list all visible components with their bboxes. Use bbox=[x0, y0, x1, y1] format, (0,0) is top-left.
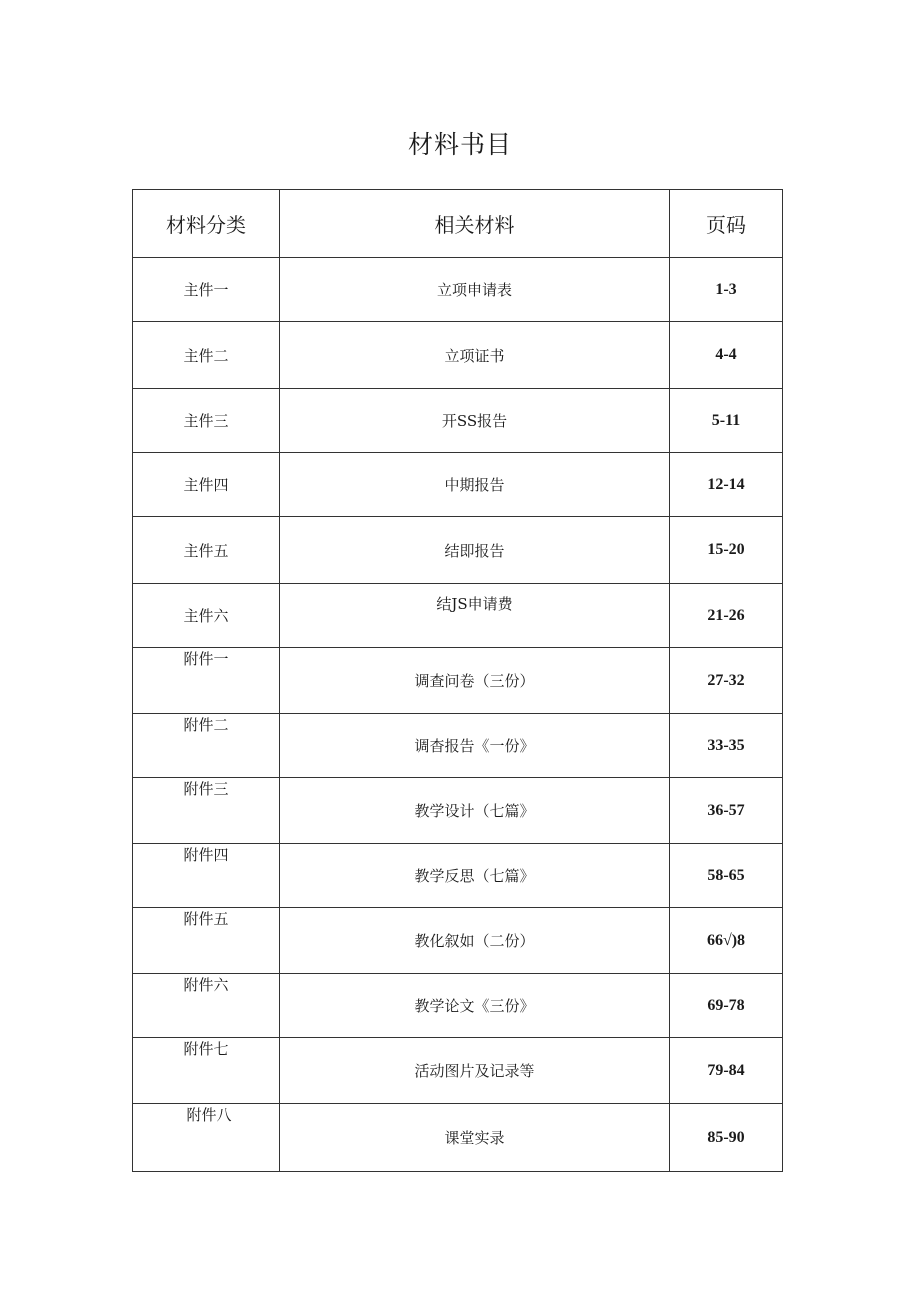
row-category: 附件三 bbox=[133, 778, 280, 844]
table-row bbox=[133, 648, 783, 714]
row-category: 附件七 bbox=[133, 1038, 280, 1104]
row-category: 主件六 bbox=[133, 584, 280, 648]
row-pages: 66√)8 bbox=[670, 908, 783, 974]
row-material: 教学设计（七篇》 bbox=[280, 778, 670, 844]
row-pages: 12-14 bbox=[670, 453, 783, 517]
row-pages: 58-65 bbox=[670, 844, 783, 908]
table-row bbox=[133, 974, 783, 1038]
table-row bbox=[133, 453, 783, 517]
table-row bbox=[133, 778, 783, 844]
header-material: 相关材料 bbox=[280, 190, 670, 258]
document-title: 材料书目 bbox=[407, 130, 512, 159]
row-material: 课堂实录 bbox=[280, 1104, 670, 1172]
row-material: 教学反思（七篇》 bbox=[280, 844, 670, 908]
header-page: 页码 bbox=[670, 190, 783, 258]
table-row bbox=[133, 844, 783, 908]
table-row bbox=[133, 517, 783, 584]
row-pages: 4-4 bbox=[670, 322, 783, 389]
row-category: 附件五 bbox=[133, 908, 280, 974]
table-header-row bbox=[133, 190, 783, 258]
row-pages: 5-11 bbox=[670, 389, 783, 453]
row-pages: 79-84 bbox=[670, 1038, 783, 1104]
row-material: 教化叙如（二份） bbox=[280, 908, 670, 974]
row-category: 附件二 bbox=[133, 714, 280, 778]
table-row bbox=[133, 714, 783, 778]
row-category bbox=[133, 1104, 280, 1172]
row-pages: 15-20 bbox=[670, 517, 783, 584]
row-material: 调查问卷（三份） bbox=[280, 648, 670, 714]
row-category: 主件三 bbox=[133, 389, 280, 453]
row-category: 主件五 bbox=[133, 517, 280, 584]
table-row bbox=[133, 1104, 783, 1172]
row-category: 主件一 bbox=[133, 258, 280, 322]
row-material bbox=[280, 584, 670, 648]
row-pages: 21-26 bbox=[670, 584, 783, 648]
row-material: 调杳报告《一份》 bbox=[280, 714, 670, 778]
row-pages: 85-90 bbox=[670, 1104, 783, 1172]
row-category: 主件二 bbox=[133, 322, 280, 389]
row-pages: 1-3 bbox=[670, 258, 783, 322]
materials-table bbox=[132, 189, 783, 1172]
row-material: 开SS报告 bbox=[280, 389, 670, 453]
table-row bbox=[133, 1038, 783, 1104]
row-category: 主件四 bbox=[133, 453, 280, 517]
table-row bbox=[133, 322, 783, 389]
row-material: 中期报告 bbox=[280, 453, 670, 517]
row-category: 附件六 bbox=[133, 974, 280, 1038]
row-material: 立项申请表 bbox=[280, 258, 670, 322]
row-material: 活动图片及记录等 bbox=[280, 1038, 670, 1104]
header-category: 材料分类 bbox=[133, 190, 280, 258]
row-material: 教学论文《三份》 bbox=[280, 974, 670, 1038]
table-row bbox=[133, 258, 783, 322]
table-row bbox=[133, 584, 783, 648]
row-category: 附件四 bbox=[133, 844, 280, 908]
row-material: 结即报告 bbox=[280, 517, 670, 584]
row-pages: 27-32 bbox=[670, 648, 783, 714]
row-pages: 69-78 bbox=[670, 974, 783, 1038]
row-category: 附件一 bbox=[133, 648, 280, 714]
row-material: 立项证书 bbox=[280, 322, 670, 389]
table-row bbox=[133, 908, 783, 974]
row-pages: 36-57 bbox=[670, 778, 783, 844]
row-material-text: 结JS申请费 bbox=[436, 595, 513, 613]
table-row bbox=[133, 389, 783, 453]
row-pages: 33-35 bbox=[670, 714, 783, 778]
row-category-text: 附件八 bbox=[186, 1106, 232, 1124]
